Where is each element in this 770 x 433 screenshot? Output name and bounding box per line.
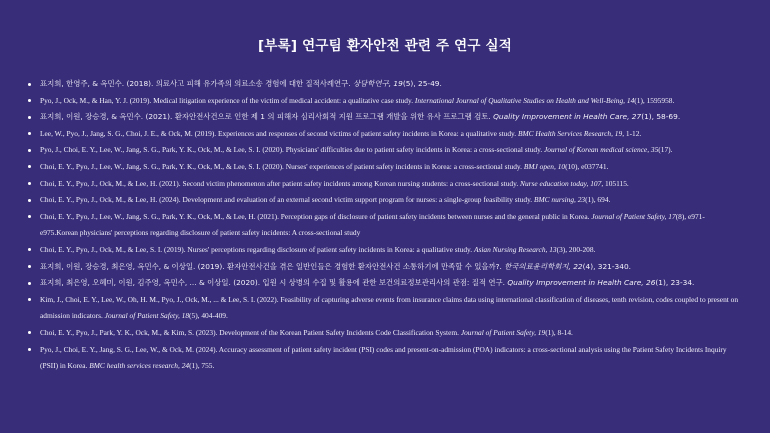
reference-journal: Asian Nursing Research, 13 bbox=[473, 244, 557, 254]
reference-text: 표지희, 최은영, 오혜미, 이원, 김주영, 옥민수, ... & 이상일. (2020). 입원 시 상병의 수집 및 활용에 관한 보건의료정보관리사의 관점: 질적 연구. bbox=[40, 278, 508, 288]
reference-issue-pages: (5), 25-49. bbox=[402, 79, 442, 88]
reference-text: Choi, E. Y., Pyo, J., Ock, M., & Lee, H. (2021). Second victim phenomenon after patient safety incidents among Korean nursing students: a cross-sectional study. bbox=[40, 178, 521, 188]
reference-item bbox=[28, 159, 740, 176]
reference-journal: Journal of Patient Safety, 18 bbox=[104, 311, 190, 321]
reference-journal: 상담학연구, 19 bbox=[353, 79, 403, 88]
reference-text: Choi, E. Y., Pyo, J., Ock, M., & Lee, H. (2024). Development and evaluation of an external second victim support program for nurses: a single-group feasibility study. bbox=[40, 195, 534, 205]
reference-journal: BMC Health Services Research, 19 bbox=[517, 128, 623, 138]
reference-item bbox=[28, 176, 740, 193]
reference-text: Choi, E. Y., Pyo, J., Lee, W., Jang, S. G., Park, Y. K., Ock, M., & Lee, H. (2021). Perception gaps of disclosure of patient safety incidents between nurses and the general public in Korea. bbox=[40, 211, 592, 221]
reference-journal: BMJ open, 10 bbox=[523, 161, 566, 171]
reference-item bbox=[28, 325, 740, 342]
reference-item bbox=[28, 192, 740, 209]
reference-text: Pyo, J., Ock, M., & Han, Y. J. (2019). Medical litigation experience of the victim of medical accident: a qualitative case study. bbox=[40, 95, 415, 105]
reference-item bbox=[28, 275, 740, 292]
reference-item bbox=[28, 209, 740, 242]
reference-text: Kim, J., Choi, E. Y., Lee, W., Oh, H. M., Pyo, J., Ock, M., ... & Lee, S. I. (2022). Feasibility of capturing adverse events from insurance claims data using international classification of diseases, tenth revision, codes coupled to present on admission indicators. bbox=[40, 294, 739, 321]
reference-journal: Quality Improvement in Health Care, 26 bbox=[507, 278, 656, 288]
reference-issue-pages: (1), 694. bbox=[585, 195, 611, 205]
reference-journal: BMC nursing, 23 bbox=[533, 195, 586, 205]
reference-issue-pages: (10), e037741. bbox=[565, 161, 609, 171]
reference-issue-pages: (3), 200-208. bbox=[556, 244, 596, 254]
reference-item bbox=[28, 109, 740, 126]
reference-issue-pages: , 1-12. bbox=[622, 128, 642, 138]
reference-item bbox=[28, 76, 740, 93]
page-title: [부록] 연구팀 환자안전 관련 주 연구 실적 bbox=[258, 38, 512, 54]
reference-issue-pages: (1), 23-34. bbox=[655, 278, 695, 288]
reference-item bbox=[28, 93, 740, 110]
reference-journal: International Journal of Qualitative Studies on Health and Well-Being, 14 bbox=[414, 95, 635, 105]
reference-text: Lee, W., Pyo, J., Jang, S. G., Choi, J. E., & Ock, M. (2019). Experiences and responses of second victims of patient safety incidents in Korea: a qualitative study. bbox=[40, 128, 518, 138]
reference-issue-pages: (17). bbox=[658, 145, 673, 155]
reference-text: 표지희, 한영주, & 옥민수. (2018). 의료사고 피해 유가족의 의료소송 경험에 대한 질적사례연구. bbox=[40, 79, 354, 88]
reference-item bbox=[28, 342, 740, 375]
reference-journal: Journal of Patient Safety, 19 bbox=[460, 327, 546, 337]
reference-item bbox=[28, 242, 740, 259]
reference-item bbox=[28, 259, 740, 276]
reference-journal: Quality Improvement in Health Care, 27 bbox=[493, 112, 642, 122]
reference-item bbox=[28, 142, 740, 159]
reference-journal: Journal of Patient Safety, 17 bbox=[591, 211, 676, 221]
reference-item bbox=[28, 292, 740, 325]
reference-issue-pages: (1), 755. bbox=[189, 361, 215, 371]
reference-text: Pyo, J., Choi, E. Y., Lee, W., Jang, S. G., Park, Y. K., Ock, M., & Lee, S. I. (2020). Physicians' difficulties due to patient safety incidents in Korea: a cross-sectional study. bbox=[40, 145, 545, 155]
reference-issue-pages: (8), e971-e975.Korean physicians' perceptions regarding disclosure of patient safety incidents: A cross-sectional study bbox=[40, 211, 705, 238]
reference-issue-pages: , 105115. bbox=[601, 178, 629, 188]
reference-item bbox=[28, 126, 740, 143]
reference-text: Choi, E. Y., Pyo, J., Lee, W., Jang, S. G., Park, Y. K., Ock, M., & Lee, S. I. (2020). Nurses' experiences of patient safety incidents in Korea: a cross-sectional study. bbox=[40, 161, 524, 171]
reference-issue-pages: (1), 8-14. bbox=[545, 327, 573, 337]
reference-text: Pyo, J., Choi, E. Y., Jang, S. G., Lee, W., & Ock, M. (2024). Accuracy assessment of patient safety incident (PSI) codes and present-on-admission (POA) indicators: a cross-sectional analysis using the Patient Safety Incidents Inquiry (PSII) in Korea. bbox=[40, 344, 727, 371]
reference-text: Choi, E. Y., Pyo, J., Park, Y. K., Ock, M., & Kim, S. (2023). Development of the Korean Patient Safety Incidents Code Classification System. bbox=[40, 327, 461, 337]
reference-text: 표지희, 이원, 장승경, & 옥민수. (2021). 환자안전사건으로 인한 제 1 의 피해자 심리사회적 지원 프로그램 개발을 위한 유사 프로그램 검토. bbox=[40, 112, 494, 122]
reference-issue-pages: (1), 58-69. bbox=[641, 112, 681, 122]
reference-issue-pages: (5), 404-409. bbox=[189, 311, 228, 321]
reference-text: 표지희, 이원, 장승경, 최은영, 옥민수, & 이상일. (2019). 환자안전사건을 겪은 일반인들은 경험한 환자안전사건 소통하기에 만족할 수 있을까?. bbox=[40, 261, 505, 271]
reference-text: Choi, E. Y., Pyo, J., Ock, M., & Lee, S. I. (2019). Nurses' perceptions regarding disclosure of patient safety incidents in Korea: a qualitative study. bbox=[40, 244, 474, 254]
reference-journal: Journal of Korean medical science, 35 bbox=[544, 145, 659, 155]
reference-journal: Nurse education today, 107 bbox=[520, 178, 602, 188]
reference-journal: BMC health services research, 24 bbox=[89, 361, 190, 371]
reference-journal: 한국의료윤리학회지, 22 bbox=[504, 261, 583, 271]
reference-issue-pages: (4), 321-340. bbox=[582, 261, 632, 271]
reference-issue-pages: (1), 1595958. bbox=[634, 95, 675, 105]
reference-list bbox=[28, 76, 740, 375]
